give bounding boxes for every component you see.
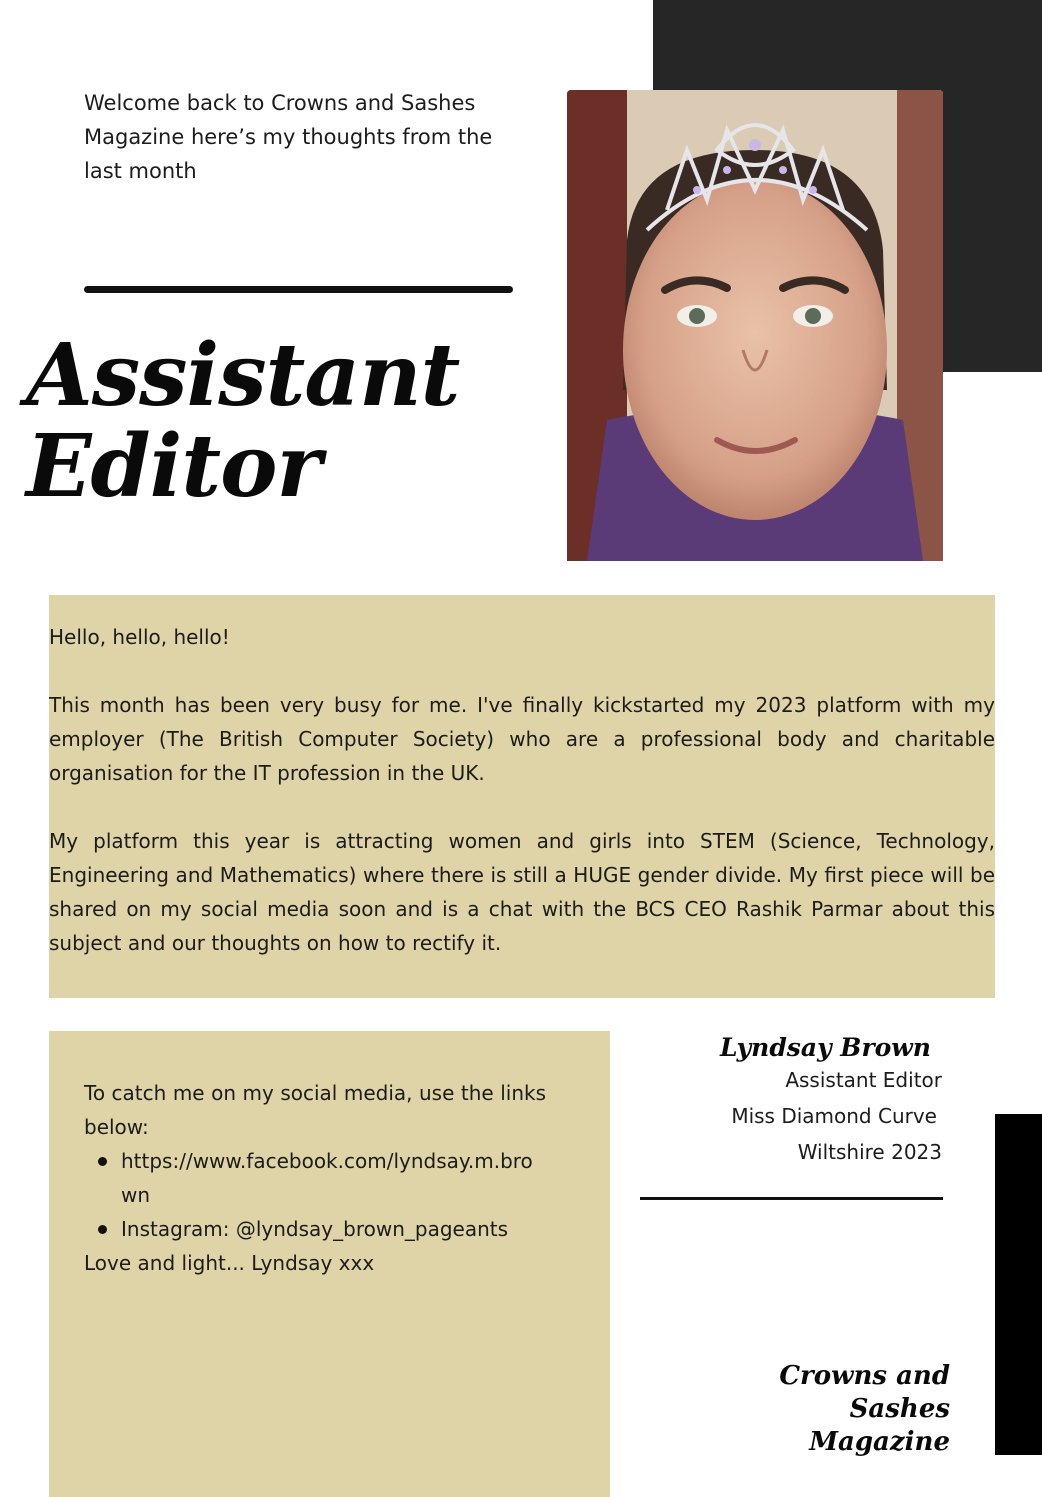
brand-line-3: Magazine: [809, 1427, 950, 1457]
social-links-list: [84, 1144, 546, 1246]
side-black-bar: [995, 1114, 1042, 1455]
author-title: Miss Diamond Curve: [731, 1104, 937, 1128]
letter-paragraph: This month has been very busy for me. I've finally kickstarted my 2023 platform with my employer (The British Computer Society) who are a professional body and charitable organisation for the IT profession in the UK.: [49, 693, 995, 785]
title-line-1: Assistant: [26, 325, 460, 426]
brand-line-1: Crowns and: [779, 1361, 950, 1391]
letter-greeting: Hello, hello, hello!: [49, 625, 230, 649]
author-role: Assistant Editor: [785, 1068, 942, 1092]
signoff-text: Love and light... Lyndsay xxx: [84, 1251, 375, 1275]
brand-line-2: Sashes: [849, 1394, 950, 1424]
instagram-link[interactable]: Instagram: @lyndsay_brown_pageants: [121, 1212, 546, 1246]
letter-paragraph: My platform this year is attracting women and girls into STEM (Science, Technology, Engineering and Mathematics) where there is still a HUGE gender divide. My first piece will be shared on my social media soon and is a chat with the BCS CEO Rashik Parmar about this subject and our thoughts on how to rectify it.: [49, 829, 995, 955]
page-title: [26, 325, 566, 517]
author-region: Wiltshire 2023: [797, 1140, 942, 1164]
social-lead: To catch me on my social media, use the links below:: [84, 1081, 546, 1139]
portrait-illustration: [567, 90, 943, 561]
signature-divider: [640, 1197, 943, 1200]
heading-divider: [84, 286, 513, 293]
social-section: [84, 1076, 546, 1280]
author-details: [640, 1062, 942, 1170]
title-line-2: Editor: [26, 416, 321, 517]
facebook-link[interactable]: https://www.facebook.com/lyndsay.m.brown: [121, 1144, 546, 1212]
author-name: Lyndsay Brown: [719, 1033, 931, 1062]
intro-text: Welcome back to Crowns and Sashes Magazine here’s my thoughts from the last month: [84, 91, 493, 183]
magazine-brand: [700, 1360, 950, 1459]
editor-letter: [49, 620, 995, 960]
portrait-photo: [567, 90, 943, 561]
